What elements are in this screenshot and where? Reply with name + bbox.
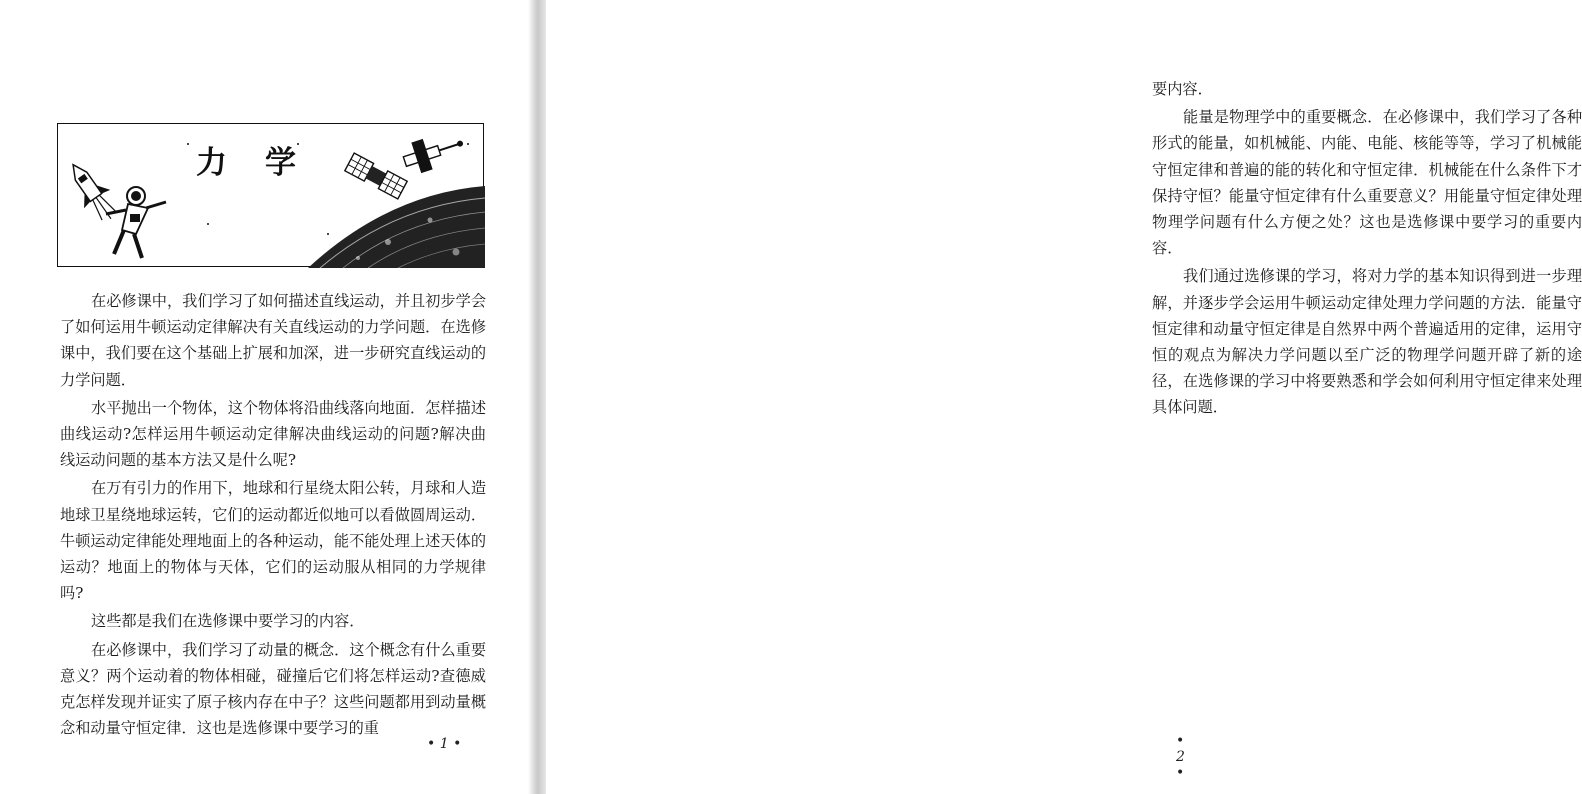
page-number: • 1 • [427, 736, 462, 752]
right-page [546, 0, 1582, 794]
paragraph: 在必修课中，我们学习了动量的概念．这个概念有什么重要意义？两个运动着的物体相碰，碰撞后它们将怎样运动?查德威克怎样发现并证实了原子核内存在中子？这些问题都用到动量概念和动量守恒定律．这也是选修课中要学习的重 [60, 640, 486, 738]
left-page [0, 0, 528, 794]
paragraph: 要内容． [1152, 80, 1213, 98]
page-number: • 2 • [1176, 733, 1185, 781]
right-page-body [1152, 76, 1582, 423]
paragraph: 在万有引力的作用下，地球和行星绕太阳公转，月球和人造地球卫星绕地球运转，它们的运动都近似地可以看做圆周运动．牛顿运动定律能处理地面上的各种运动，能不能处理上述天体的运动？地面上的物体与天体，它们的运动服从相同的力学规律吗? [60, 479, 486, 603]
paragraph: 在必修课中，我们学习了如何描述直线运动，并且初步学会了如何运用牛顿运动定律解决有关直线运动的力学问题．在选修课中，我们要在这个基础上扩展和加深，进一步研究直线运动的力学问题． [60, 292, 486, 389]
satellite-icon [345, 153, 407, 199]
paragraph: 能量是物理学中的重要概念．在必修课中，我们学习了各种形式的能量，如机械能、内能、电能、核能等等，学习了机械能守恒定律和普遍的能的转化和守恒定律．机械能在什么条件下才保持守恒？能量守恒定律有什么重要意义？用能量守恒定律处理物理学问题有什么方便之处？这也是选修课中要学习的重要内容． [1152, 108, 1582, 258]
paragraph: 我们通过选修课的学习，将对力学的基本知识得到进一步理解，并逐步学会运用牛顿运动定律处理力学问题的方法．能量守恒定律和动量守恒定律是自然界中两个普遍适用的定律，运用守恒的观点为解决力学问题以至广泛的物理学问题开辟了新的途径，在选修课的学习中将要熟悉和学会如何利用守恒定律来处理具体问题． [1152, 267, 1582, 417]
space-station-icon [400, 127, 468, 176]
chapter-title: 力学 [196, 145, 334, 181]
space-shuttle-icon [60, 156, 124, 228]
paragraph: 水平抛出一个物体，这个物体将沿曲线落向地面．怎样描述曲线运动?怎样运用牛顿运动定律解决曲线运动的问题?解决曲线运动问题的基本方法又是什么呢? [60, 398, 486, 470]
book-gutter [528, 0, 546, 794]
left-page-body [60, 288, 486, 743]
paragraph: 这些都是我们在选修课中要学习的内容． [91, 612, 365, 631]
astronaut-icon [106, 187, 166, 258]
